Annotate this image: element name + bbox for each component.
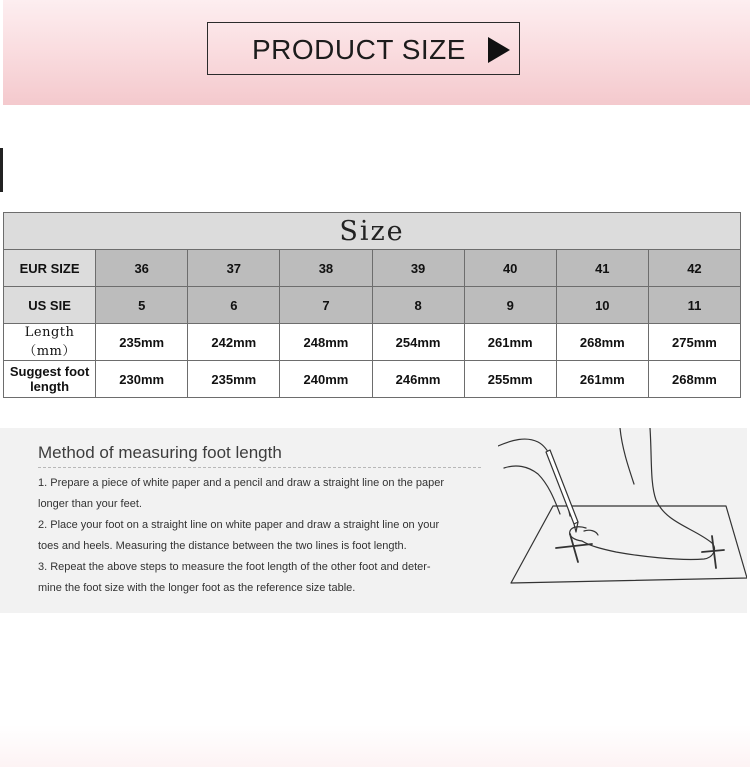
table-cell: 8 <box>372 287 464 324</box>
row-label: Length（mm） <box>4 324 96 361</box>
method-instructions <box>38 473 488 599</box>
measuring-method-panel <box>0 428 747 613</box>
instruction-line: 3. Repeat the above steps to measure the foot length of the other foot and deter- <box>38 561 431 573</box>
table-cell: 235mm <box>188 361 280 398</box>
left-edge-mark <box>0 148 3 192</box>
foot-measuring-illustration <box>498 428 747 613</box>
table-cell: 240mm <box>280 361 372 398</box>
row-label: US SIE <box>4 287 96 324</box>
table-cell: 230mm <box>96 361 188 398</box>
play-arrow-icon <box>488 37 510 63</box>
size-chart-table <box>3 212 741 398</box>
table-cell: 261mm <box>556 361 648 398</box>
size-table-title-row <box>4 213 741 250</box>
dashed-divider <box>38 467 481 468</box>
table-cell: 268mm <box>648 361 740 398</box>
table-cell: 235mm <box>96 324 188 361</box>
table-cell: 39 <box>372 250 464 287</box>
bottom-fade <box>0 725 750 767</box>
instruction-line: 1. Prepare a piece of white paper and a pencil and draw a straight line on the paper <box>38 477 445 489</box>
paper-sheet <box>511 506 747 583</box>
table-cell: 261mm <box>464 324 556 361</box>
table-cell: 254mm <box>372 324 464 361</box>
instruction-line: longer than your feet. <box>38 498 142 510</box>
table-cell: 37 <box>188 250 280 287</box>
instruction-line: 2. Place your foot on a straight line on white paper and draw a straight line on your <box>38 519 440 531</box>
pencil <box>546 450 578 524</box>
table-row-eur-size <box>4 250 741 287</box>
table-cell: 42 <box>648 250 740 287</box>
table-cell: 40 <box>464 250 556 287</box>
row-label: Suggest foot length <box>4 361 96 398</box>
table-cell: 6 <box>188 287 280 324</box>
instruction-line: toes and heels. Measuring the distance between the two lines is foot length. <box>38 540 407 552</box>
table-cell: 38 <box>280 250 372 287</box>
row-label: EUR SIZE <box>4 250 96 287</box>
foot-outline <box>582 428 714 559</box>
table-row-us-size <box>4 287 741 324</box>
table-row-length <box>4 324 741 361</box>
table-cell: 11 <box>648 287 740 324</box>
table-cell: 246mm <box>372 361 464 398</box>
instruction-line: mine the foot size with the longer foot as the reference size table. <box>38 582 356 594</box>
table-cell: 268mm <box>556 324 648 361</box>
table-cell: 255mm <box>464 361 556 398</box>
table-cell: 7 <box>280 287 372 324</box>
product-size-banner <box>3 0 750 105</box>
table-cell: 275mm <box>648 324 740 361</box>
table-cell: 36 <box>96 250 188 287</box>
table-cell: 248mm <box>280 324 372 361</box>
table-cell: 41 <box>556 250 648 287</box>
table-cell: 5 <box>96 287 188 324</box>
banner-title-box <box>207 22 520 75</box>
banner-title: PRODUCT SIZE <box>252 34 466 65</box>
table-cell: 10 <box>556 287 648 324</box>
table-cell: 242mm <box>188 324 280 361</box>
method-title: Method of measuring foot length <box>38 443 282 462</box>
table-row-suggest-foot-length <box>4 361 741 398</box>
size-table-title: Size <box>4 213 741 250</box>
table-cell: 9 <box>464 287 556 324</box>
